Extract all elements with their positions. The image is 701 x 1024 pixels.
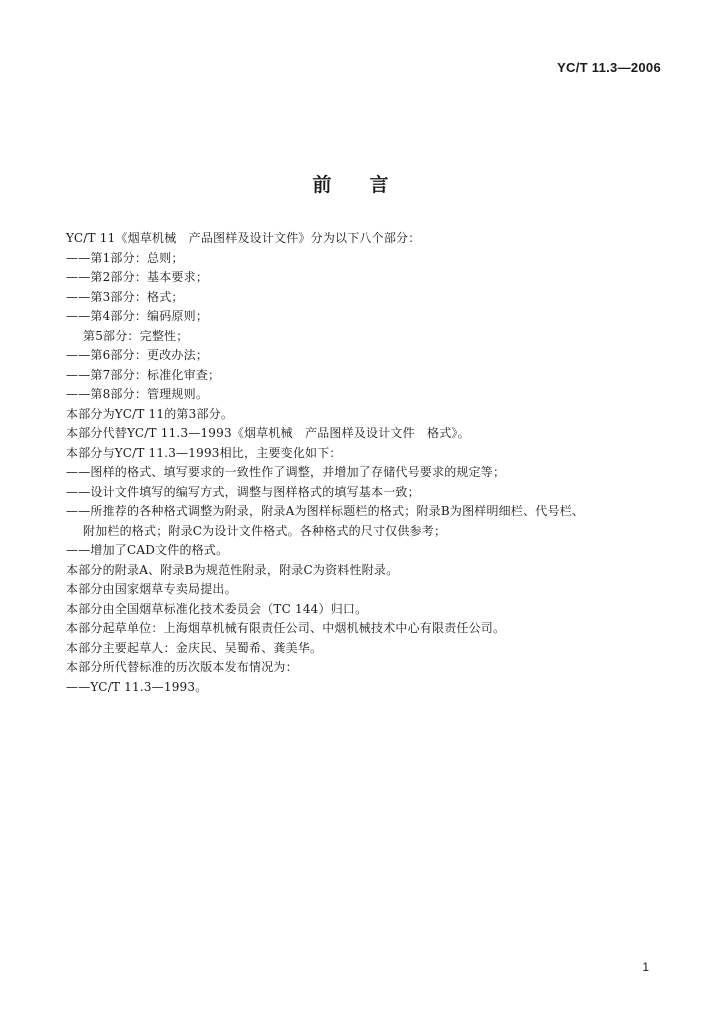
text-line: 本部分由全国烟草标准化技术委员会（TC 144）归口。	[66, 601, 368, 616]
text-line: 本部分所代替标准的历次版本发布情况为：	[66, 660, 298, 674]
text-line: 本部分的附录A、附录B为规范性附录，附录C为资料性附录。	[66, 562, 399, 577]
text-line: ——第3部分：格式；	[66, 289, 184, 304]
text-line: YC/T 11《烟草机械 产品图样及设计文件》分为以下八个部分：	[66, 231, 421, 245]
text-line: ——第1部分：总则；	[66, 250, 184, 265]
text-line: ——YC/T 11.3—1993。	[66, 679, 208, 694]
text-line: ——图样的格式、填写要求的一致性作了调整，并增加了存储代号要求的规定等；	[66, 465, 506, 479]
page-title: 前言	[312, 174, 427, 196]
text-line: 附加栏的格式；附录C为设计文件格式。各种格式的尺寸仅供参考；	[83, 523, 447, 538]
text-line: ——第4部分：编码原则；	[66, 309, 209, 323]
text-line: 第5部分：完整性；	[83, 328, 189, 343]
text-line: ——第7部分：标准化审查；	[66, 367, 221, 382]
text-line: ——设计文件填写的编写方式，调整与图样格式的填写基本一致；	[66, 484, 420, 499]
text-line: ——第8部分：管理规则。	[66, 387, 209, 401]
standard-number: YC/T 11.3—2006	[557, 60, 661, 75]
text-line: ——第2部分：基本要求；	[66, 270, 209, 284]
text-line: 本部分起草单位：上海烟草机械有限责任公司、中烟机械技术中心有限责任公司。	[66, 621, 506, 635]
page-number: 1	[642, 960, 649, 974]
text-line: ——增加了CAD文件的格式。	[66, 543, 229, 557]
text-line: 本部分由国家烟草专卖局提出。	[66, 582, 237, 596]
text-line: 本部分主要起草人：金庆民、吴蜀希、龚美华。	[66, 640, 323, 655]
text-line: 本部分代替YC/T 11.3—1993《烟草机械 产品图样及设计文件 格式》。	[66, 426, 470, 440]
text-line: 本部分与YC/T 11.3—1993相比，主要变化如下：	[66, 445, 342, 460]
text-line: ——所推荐的各种格式调整为附录，附录A为图样标题栏的格式；附录B为图样明细栏、代号栏、	[66, 504, 585, 518]
foreword-body	[66, 229, 666, 697]
text-line: ——第6部分：更改办法；	[66, 348, 209, 362]
text-line: 本部分为YC/T 11的第3部分。	[66, 406, 234, 421]
